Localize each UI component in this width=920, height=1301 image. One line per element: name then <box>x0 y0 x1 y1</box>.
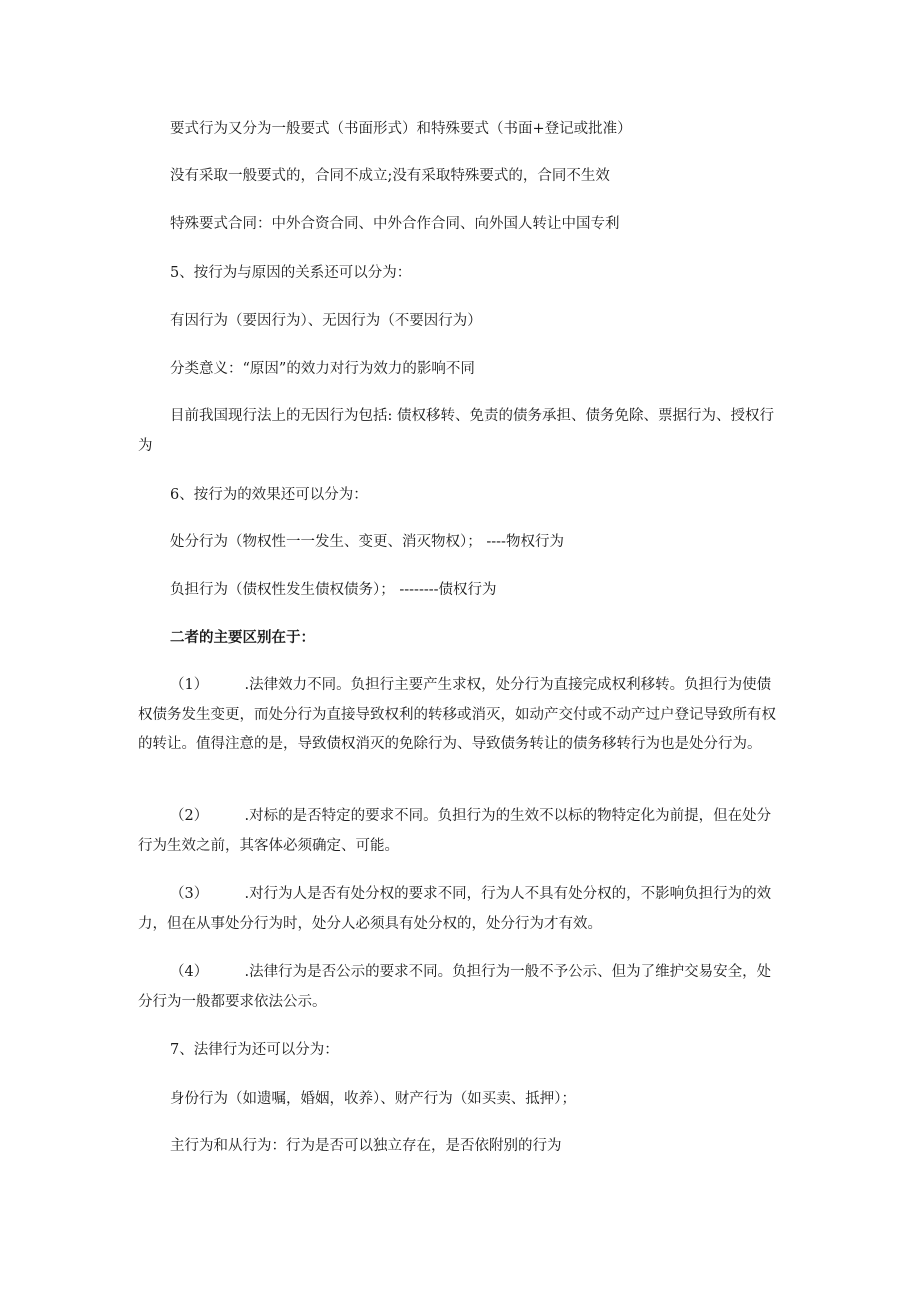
paragraph-obligation-act: 负担行为（债权性发生债权债务）； --------债权行为 <box>170 582 497 598</box>
paragraph-principal-accessory-acts: 主行为和从行为：行为是否可以独立存在，是否依附别的行为 <box>170 1138 562 1154</box>
heading-section-5: 5、按行为与原因的关系还可以分为： <box>170 265 412 281</box>
paragraph-status-property-acts: 身份行为（如遗嘱，婚姻，收养）、财产行为（如买卖、抵押）； <box>170 1091 576 1107</box>
paragraph-classification-meaning: 分类意义：“原因”的效力对行为效力的影响不同 <box>170 361 475 377</box>
paragraph-causal-acts: 有因行为（要因行为）、无因行为（不要因行为） <box>170 313 482 329</box>
paragraph-disposition-act: 处分行为（物权性一一发生、变更、消灭物权）； ----物权行为 <box>170 534 564 550</box>
paragraph-formal-acts: 要式行为又分为一般要式（书面形式）和特殊要式（书面+登记或批准） <box>170 121 632 137</box>
paragraph-abstract-acts: 目前我国现行法上的无因行为包括: 债权移转、免责的债务承担、债务免除、票据行为、授权行为 <box>138 408 774 454</box>
paragraph-difference-1: （1） .法律效力不同。负担行主要产生求权，处分行为直接完成权利移转。负担行为使债权债务发生变更，而处分行为直接导致权利的转移或消灭，如动产交付或不动产过户登记导致所有权的转让。值得注意的是，导致债权消灭的免除行为、导致债务转让的债务移转行为也是处分行为。 <box>138 677 776 752</box>
heading-section-7: 7、法律行为还可以分为： <box>170 1042 339 1058</box>
paragraph-special-contracts: 特殊要式合同：中外合资合同、中外合作合同、向外国人转让中国专利 <box>170 216 620 232</box>
heading-main-differences: 二者的主要区别在于： <box>170 629 315 646</box>
paragraph-difference-2: （2） .对标的是否特定的要求不同。负担行为的生效不以标的物特定化为前提，但在处分行为生效之前，其客体必须确定、可能。 <box>138 808 772 854</box>
paragraph-formal-consequence: 没有采取一般要式的，合同不成立;没有采取特殊要式的，合同不生效 <box>170 168 610 184</box>
paragraph-difference-4: （4） .法律行为是否公示的要求不同。负担行为一般不予公示、但为了维护交易安全，处分行为一般都要求依法公示。 <box>138 964 772 1010</box>
heading-section-6: 6、按行为的效果还可以分为： <box>170 487 368 503</box>
paragraph-difference-3: （3） .对行为人是否有处分权的要求不同，行为人不具有处分权的，不影响负担行为的效力，但在从事处分行为时，处分人必须具有处分权的，处分行为才有效。 <box>138 886 772 932</box>
